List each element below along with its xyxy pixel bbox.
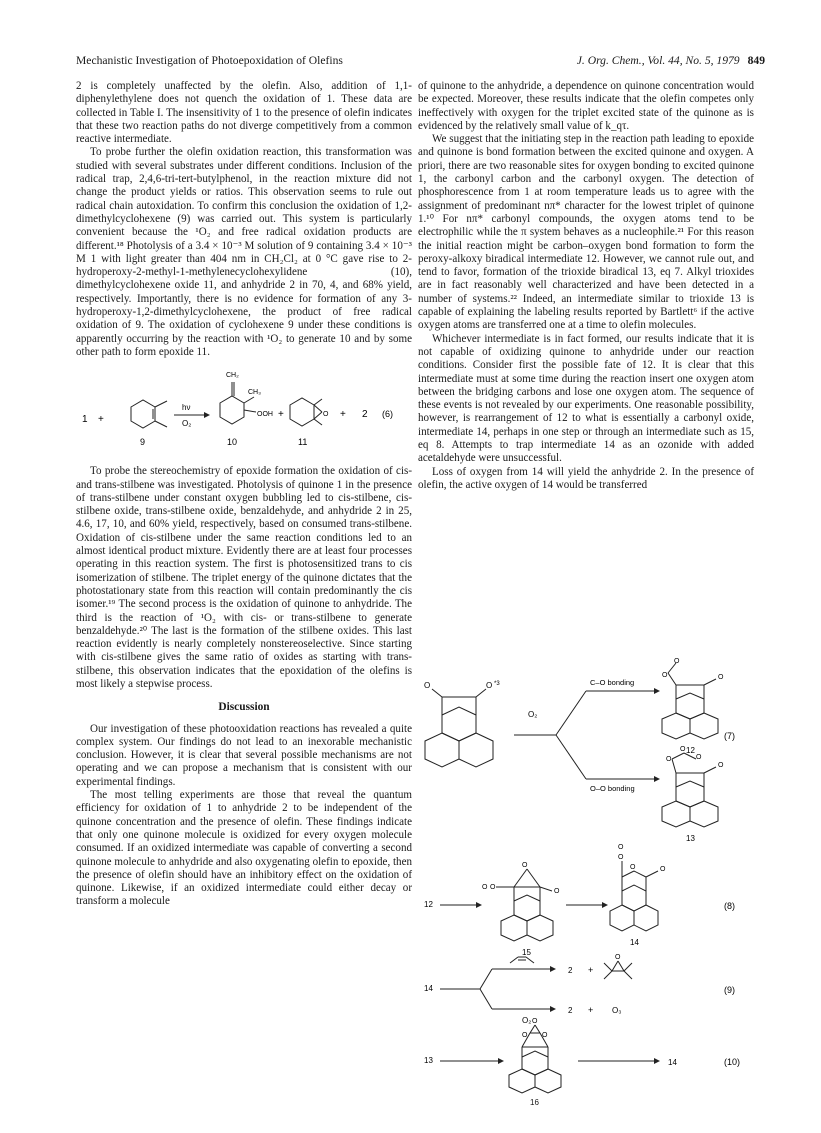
eq9-branch-up [480, 969, 492, 989]
left-paragraph-3: To probe the stereochemistry of epoxide formation the oxidation of cis- and trans-stilbene was investigated. Photolysis of quinone 1 in the presence of trans-stilbene under constant oxygen bubbling led to cis-stilbene, cis-stilbene oxide, trans-stilbene oxide, benzaldehyde, and anhydride 2 in 25, 4.6, 17, 10, and 60% yield, respectively, based on consumed trans-stilbene. Oxidation of cis-stilbene under the same reaction conditions led to an almost identical product mixture. Evidently there are at least four processes operating in this reaction system. The first is photosensitized trans to cis isomerization of stilbene. The triplet energy of the quinone dictates that the photostationary state from this reaction will contain predominantly the cis isomer.¹⁹ The second process is the oxidation of quinone to anhydride. The third is the reaction of ¹O₂ with cis- or trans-stilbene to generate benzaldehyde.²⁰ The last is the formation of the stilbene oxides. This last reaction evidently is nearly completely nonstereoselective. Since starting with cis-stilbene gives the same ratio of oxides as starting with trans-stilbene, this observation indicates that the epoxidation of the olefins is most likely a stepwise process. [76, 465, 412, 690]
eq6-reagent-hv: hν [182, 403, 191, 413]
trioxide-biradical-13 [662, 753, 718, 827]
eq7-branch-up [556, 691, 586, 735]
eq9-branch-down [480, 989, 492, 1009]
right-paragraph-2: We suggest that the initiating step in the reaction path leading to epoxide and quinone is bond formation between the excited quinone and oxygen. A priori, there are two reasonable sites for oxygen bonding to excited quinone 1, the carbonyl carbon and the carbonyl oxygen. The detection of phosphorescence from 1 at room temperature leads us to agree with the assignment of predominant nπ* character for the lowest triplet of quinone 1.¹⁰ For nπ* carbonyl compounds, the oxygen atoms tend to be electrophilic while the π system behaves as a nucleophile.²¹ For this reason the initial reaction might be carbon–oxygen bond formation to form the peroxy-alkoxy biradical intermediate 12. However, we cannot rule out, and tend to favor, formation of the trioxide biradical 13, eq 7. Alkyl trioxides are in fact reasonably well characterized and have been detected in a number of systems.²² Indeed, an intermediate similar to trioxide 13 is capable of explaining the labeling results reported by Bartlett⁶ if the active oxygen atoms are transferred one at a time to olefin molecules. [418, 133, 754, 332]
eq9-product-2-top: 2 [568, 966, 573, 975]
intermediate-15-structure [496, 869, 553, 941]
eq8-14-oxygen-1: O [618, 844, 624, 851]
eq10-label-16: 16 [530, 1098, 539, 1107]
eq6-epoxide-oxygen: O [323, 411, 329, 419]
eq6-label-11: 11 [298, 437, 308, 448]
eq9-arrowhead-o2 [550, 1006, 556, 1012]
eq7-13-oxygen-3: O [696, 754, 702, 761]
eq8-15-oxygen-3: O [554, 888, 560, 895]
eq9-plus-top: + [588, 965, 594, 975]
discussion-heading: Discussion [218, 701, 270, 714]
eq6-ooh-group: OOH [257, 411, 273, 419]
eq10-arrowhead-2 [654, 1058, 660, 1064]
eq7-13-oxygen-2: O [680, 746, 686, 753]
eq7-reagent-o2: O₂ [528, 710, 538, 719]
running-title: Mechanistic Investigation of Photoepoxidation of Olefins [76, 54, 343, 67]
intermediate-16-structure [509, 1025, 561, 1093]
left-paragraph-1: 2 is completely unaffected by the olefin. Also, addition of 1,1-diphenylethylene does not quench the oxidation of 1. These data are collected in Table I. The insensitivity of 1 to the presence of olefin indicates that these two reaction paths do not diverge competitively from a common reactive intermediate. [76, 80, 412, 146]
eq10-16-oxygen-top: O [532, 1018, 538, 1025]
eq9-reagent-o2: O₂ [522, 1016, 532, 1025]
eq9-number: (9) [724, 985, 735, 995]
eq10-arrowhead-1 [498, 1058, 504, 1064]
eq6-label-9: 9 [140, 437, 146, 448]
eq10-label-13: 13 [424, 1056, 433, 1065]
eq6-product-2: 2 [362, 409, 368, 421]
acenaphthenequinone-structure [425, 689, 493, 767]
page-number: 849 [747, 54, 765, 67]
eq7-13-oxygen-1: O [666, 756, 672, 763]
eq7-12-oxygen-2: O [674, 658, 680, 665]
eq8-label-15: 15 [522, 948, 531, 957]
eq7-number: (7) [724, 731, 735, 741]
eq6-plus-2: + [278, 409, 284, 421]
right-paragraph-1: of quinone to the anhydride, a dependence on quinone concentration would be expected. Moreover, these results indicate that the olefin competes only ineffectively with oxygen for the triplet excited state of the quinone as is evidenced by the relatively small value of k_qτ. [418, 80, 754, 132]
eq10-number: (10) [724, 1057, 741, 1067]
carbonyl-oxide-14-structure [610, 861, 658, 931]
tetramethyloxirane-structure [604, 961, 632, 979]
eq8-arrowhead-1 [476, 902, 482, 908]
eq6-reagent-o2: O₂ [182, 419, 192, 429]
eq9-epoxide-oxygen: O [615, 954, 621, 961]
eq6-arrowhead [204, 412, 210, 418]
eq8-14-oxygen-2: O [618, 854, 624, 861]
eq7-triplet-mark: *3 [494, 681, 500, 687]
dimethylcyclohexene-structure [131, 400, 167, 428]
eq6-number: (6) [382, 409, 393, 420]
eq9-plus-bottom: + [588, 1005, 594, 1015]
eq8-14-carbonyl-oxygen: O [660, 866, 666, 873]
eq6-plus-3: + [340, 409, 346, 421]
eq7-branch-down [556, 735, 586, 779]
eq10-16-oxygen-left: O [522, 1032, 528, 1039]
eq9-arrowhead-olefin [550, 966, 556, 972]
right-paragraph-3: Whichever intermediate is in fact formed, our results indicate that it is not capable of oxidizing quinone to anhydride under our reaction conditions. Consider first the possible fate of 12. It is clear that this intermediate must at some time during the reaction insert one oxygen atom between the bridging carbons and lose one oxygen atom. The sequence of these events is not revealed by our experiments. One reasonable possibility, however, is rearrangement of 12 to what is essentially a carbonyl oxide, intermediate 14, perhaps in one step or through an intermediate such as 15, eq 8. Attempts to trap intermediate 14 as an ozonide with added acetaldehyde were unsuccessful. [418, 332, 754, 465]
eq9-label-14: 14 [424, 984, 433, 993]
equation-6 [76, 365, 412, 457]
eq10-16-oxygen-right: O [542, 1032, 548, 1039]
eq9-product-2-bottom: 2 [568, 1006, 573, 1015]
eq7-12-oxygen-3: O [718, 674, 724, 681]
eq7-quinone-oxygen-left: O [424, 681, 431, 690]
peroxy-alkoxy-biradical-12 [662, 663, 718, 739]
eq7-path-oo-bonding: O–O bonding [590, 784, 635, 793]
tetramethylethylene-structure [510, 957, 534, 963]
eq6-ch2-group: CH₂ [226, 372, 239, 380]
eq7-arrowhead-co [654, 688, 660, 694]
eq10-label-14: 14 [668, 1058, 677, 1067]
eq8-arrowhead-2 [602, 902, 608, 908]
eq8-15-bridge-oxygen: O [522, 862, 528, 869]
eq9-product-ozone: O₃ [612, 1006, 622, 1015]
eq6-ch3-group: CH₃ [248, 389, 261, 397]
eq8-number: (8) [724, 901, 735, 911]
eq8-15-oxygen-1: O [482, 884, 488, 891]
left-paragraph-2: To probe further the olefin oxidation reaction, this transformation was studied with several substrates under different conditions. Inclusion of the radical trap, 2,4,6-tri-tert-butylphenol, in the reaction mixture did not change the product yields or ratios. This observation seems to rule out radical chain autoxidation. To confirm this conclusion the oxidation of 1,2-dimethylcyclohexene (9) was carried out. This system is particularly convenient because the ¹O₂ and free radical oxidation products are different.¹⁸ Photolysis of a 3.4 × 10⁻³ M solution of 9 containing 3.4 × 10⁻³ M 1 with light greater than 404 nm in CH₂Cl₂ at 0 °C gave rise to 2-hydroperoxy-2-methyl-1-methylenecyclohexylidene (10), dimethylcyclohexene oxide 11, and anhydride 2 in 70, 4, and 68% yield, respectively. Importantly, there is no evidence for formation of any 3-hydroperoxy-1,2-dimethylcyclohexene, the product of free radical oxidation of 9. The oxidation of cyclohexene 9 under these conditions is apparently occurring by the reaction with ¹O₂ to generate 10 and by some other path to form epoxide 11. [76, 146, 412, 358]
left-paragraph-4: Our investigation of these photooxidation reactions has revealed a quite complex system. Our findings do not lead to an inexorable mechanistic conclusion. However, it is clear that several possible mechanisms are not operating and we can propose a mechanism that is consistent with our experimental findings. [76, 722, 412, 788]
eq7-quinone-oxygen-right: O [486, 681, 493, 690]
eq7-13-oxygen-4: O [718, 762, 724, 769]
eq7-path-co-bonding: C–O bonding [590, 678, 635, 687]
epoxide-structure [290, 398, 322, 426]
scheme-equations-7-10 [418, 655, 758, 1095]
eq7-arrowhead-oo [654, 776, 660, 782]
eq8-label-12: 12 [424, 900, 433, 909]
eq6-label-10: 10 [227, 437, 238, 448]
eq8-14-ring-oxygen: O [630, 864, 636, 871]
eq7-label-13: 13 [686, 834, 695, 843]
eq6-reactant-label: 1 [82, 414, 88, 426]
eq8-label-14: 14 [630, 938, 639, 947]
right-column [418, 80, 754, 492]
journal-name: J. Org. Chem., Vol. 44, No. 5, 1979 [576, 54, 740, 67]
journal-citation [577, 54, 765, 67]
left-column [76, 80, 412, 909]
eq8-15-oxygen-2: O [490, 884, 496, 891]
eq7-12-oxygen-1: O [662, 672, 668, 679]
left-paragraph-5: The most telling experiments are those that reveal the quantum efficiency for oxidation of 1 to anhydride 2 to be independent of the quinone concentration and the presence of olefin. These findings indicate that only one quinone molecule is oxidized for every oxygen molecule consumed. If an oxidized intermediate was capable of converting a second quinone molecule to anhydride and also oxygenating olefin to epoxide, then the presence of olefin should have an inhibitory effect on the oxidation of quinone. Likewise, if an oxidized intermediate could either decay or transform a molecule [76, 789, 412, 908]
eq6-plus-1: + [98, 414, 104, 426]
eq7-label-12: 12 [686, 746, 695, 755]
right-paragraph-4: Loss of oxygen from 14 will yield the anhydride 2. In the presence of olefin, the active oxygen of 14 would be transferred [418, 465, 754, 491]
